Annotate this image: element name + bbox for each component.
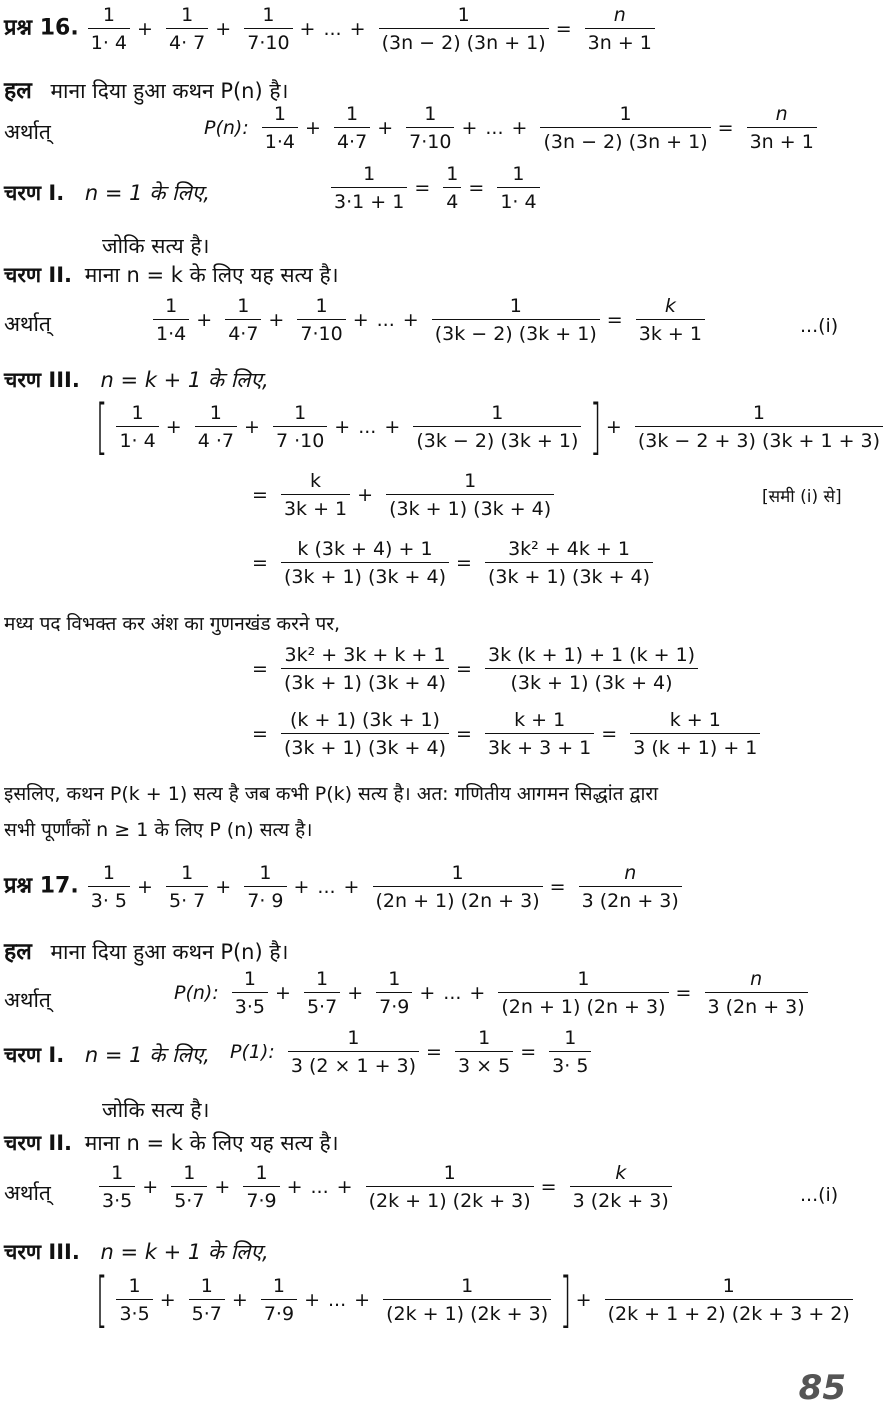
fraction: $\frac{1}{1\cdot 4}$ — [153, 295, 189, 345]
q16-step3-equation: [ $\frac{1}{1\cdot 4}$ + $\frac{1}{4 \cdot 7}$ + $\frac{1}{7 \cdot 10}$ + ... + $\frac{1}{(3k - 2) (3k + 1)}$ ] + $\frac{1}{(3k - 2 + 3) (3k + 1 + 3)}$ — [96, 397, 886, 457]
fraction: $\frac{n}{3 (2n + 3)}$ — [705, 968, 808, 1018]
q17-step3: चरण III. n = k + 1 के लिए, — [4, 1240, 269, 1264]
fraction: $\frac{1}{3\cdot 1 + 1}$ — [331, 163, 407, 213]
fraction: $\frac{1}{7\cdot 9}$ — [243, 1162, 279, 1212]
q16-step3: चरण III. n = k + 1 के लिए, — [4, 368, 269, 392]
q16-arthat-label: अर्थात् — [4, 120, 51, 144]
q16-pn-equation: P(n): $\frac{1}{1\cdot 4}$ + $\frac{1}{4\cdot 7}$ + $\frac{1}{7\cdot 10}$ + ... + $\frac{1}{(3n - 2) (3n + 1)}$ = $\frac{n}{3n + 1}$ — [200, 103, 820, 153]
q17-title: प्रश्न 17. — [4, 873, 79, 899]
q17-step1: चरण I. n = 1 के लिए, — [4, 1043, 210, 1067]
fraction: $\frac{1}{3 \times 5}$ — [455, 1027, 513, 1077]
fraction: $\frac{1}{(2k + 1) (2k + 3)}$ — [366, 1162, 534, 1212]
fraction: $\frac{1}{4\cdot 7}$ — [225, 295, 261, 345]
q17-hal-line: हल माना दिया हुआ कथन P(n) है। — [4, 939, 289, 965]
fraction: $\frac{k (3k + 4) + 1}{(3k + 1) (3k + 4)}$ — [281, 538, 449, 588]
q16-result-1: = $\frac{k}{3k + 1}$ + $\frac{1}{(3k + 1) (3k + 4)}$ — [248, 470, 557, 520]
fraction: $\frac{k + 1}{3k + 3 + 1}$ — [485, 709, 594, 759]
fraction: $\frac{1}{(2n + 1) (2n + 3)}$ — [498, 968, 668, 1018]
q17-arthat-label-2: अर्थात् — [4, 1181, 51, 1205]
q17-step1-equation: P(1): $\frac{1}{3 (2 \times 1 + 3)}$ = $\frac{1}{3 \times 5}$ = $\frac{1}{3\cdot 5}$ — [226, 1027, 594, 1077]
equation-ref: ...(i) — [800, 1184, 839, 1206]
q17-pn-equation: P(n): $\frac{1}{3\cdot 5}$ + $\frac{1}{5\cdot 7}$ + $\frac{1}{7\cdot 9}$ + ... + $\frac{1}{(2n + 1) (2n + 3)}$ = $\frac{n}{3 (2n + 3)}$ — [170, 968, 811, 1018]
fraction: $\frac{1}{7\cdot 10}$ — [244, 4, 292, 54]
fraction: $\frac{n}{3 (2n + 3)}$ — [579, 862, 682, 912]
fraction: $\frac{1}{(3n - 2) (3n + 1)}$ — [540, 103, 710, 153]
q17-arthat-label: अर्थात् — [4, 988, 51, 1012]
fraction: $\frac{1}{3\cdot 5}$ — [549, 1027, 591, 1077]
fraction: $\frac{1}{5\cdot 7}$ — [171, 1162, 207, 1212]
q16-step2-equation: $\frac{1}{1\cdot 4}$ + $\frac{1}{4\cdot 7}$ + $\frac{1}{7\cdot 10}$ + ... + $\frac{1}{(3k - 2) (3k + 1)}$ = $\frac{k}{3k + 1}$ — [150, 295, 708, 345]
q16-title: प्रश्न 16. — [4, 15, 79, 41]
fraction: $\frac{1}{7 \cdot 10}$ — [273, 402, 327, 452]
q16-step2: चरण II. माना n = k के लिए यह सत्य है। — [4, 263, 339, 287]
fraction: $\frac{1}{3\cdot 5}$ — [232, 968, 268, 1018]
fraction: $\frac{1}{4\cdot 7}$ — [166, 4, 208, 54]
fraction: $\frac{(k + 1) (3k + 1)}{(3k + 1) (3k + 4)}$ — [281, 709, 449, 759]
q16-true-text: जोकि सत्य है। — [102, 234, 210, 258]
q16-result-2: = $\frac{k (3k + 4) + 1}{(3k + 1) (3k + 4)}$ = $\frac{\text{3k² + 4k + 1}}{(3k + 1) (3k + 4)}$ — [248, 538, 656, 588]
fraction: $\frac{1}{(2n + 1) (2n + 3)}$ — [373, 862, 543, 912]
fraction: $\frac{\text{3k² + 3k + k + 1}}{(3k + 1) (3k + 4)}$ — [281, 644, 449, 694]
q16-result-3: = $\frac{\text{3k² + 3k + k + 1}}{(3k + 1) (3k + 4)}$ = $\frac{3k (k + 1) + 1 (k + 1)}{(3k + 1) (3k + 4)}$ — [248, 644, 701, 694]
from-eq-i-note: [समी (i) से] — [762, 487, 842, 507]
fraction: $\frac{1}{7\cdot 9}$ — [376, 968, 412, 1018]
fraction: $\frac{1}{(3k - 2) (3k + 1)}$ — [432, 295, 600, 345]
fraction: $\frac{1}{(2k + 1) (2k + 3)}$ — [383, 1275, 551, 1325]
q16-result-4: = $\frac{(k + 1) (3k + 1)}{(3k + 1) (3k + 4)}$ = $\frac{k + 1}{3k + 3 + 1}$ = $\frac{k + 1}{3 (k + 1) + 1}$ — [248, 709, 763, 759]
q16-step1: चरण I. n = 1 के लिए, — [4, 181, 210, 205]
q16-step1-equation: $\frac{1}{3\cdot 1 + 1}$ = $\frac{1}{4}$ = $\frac{1}{1\cdot 4}$ — [328, 163, 543, 213]
fraction: $\frac{k}{3k + 1}$ — [281, 470, 350, 520]
fraction: $\frac{1}{5\cdot 7}$ — [189, 1275, 225, 1325]
fraction: $\frac{\text{3k² + 4k + 1}}{(3k + 1) (3k + 4)}$ — [485, 538, 653, 588]
page-number: 85 — [798, 1368, 846, 1408]
q16-conclusion-1: इसलिए, कथन P(k + 1) सत्य है जब कभी P(k) सत्य है। अत: गणितीय आगमन सिद्धांत द्वारा — [4, 783, 659, 805]
fraction: $\frac{1}{(3k - 2) (3k + 1)}$ — [413, 402, 581, 452]
fraction: $\frac{1}{(3n - 2) (3n + 1)}$ — [379, 4, 549, 54]
fraction: $\frac{1}{7\cdot 10}$ — [297, 295, 345, 345]
fraction: $\frac{1}{3 (2 \times 1 + 3)}$ — [288, 1027, 419, 1077]
q17-true-text: जोकि सत्य है। — [102, 1098, 210, 1122]
fraction: $\frac{1}{1\cdot 4}$ — [262, 103, 298, 153]
q16-factor-text: मध्य पद विभक्त कर अंश का गुणनखंड करने पर, — [4, 613, 341, 635]
fraction: $\frac{1}{3\cdot 5}$ — [88, 862, 130, 912]
fraction: $\frac{1}{5\cdot 7}$ — [304, 968, 340, 1018]
equation-ref: ...(i) — [800, 315, 839, 337]
q17-step2-equation: $\frac{1}{3\cdot 5}$ + $\frac{1}{5\cdot 7}$ + $\frac{1}{7\cdot 9}$ + ... + $\frac{1}{(2k + 1) (2k + 3)}$ = $\frac{k}{3 (2k + 3)}$ — [96, 1162, 675, 1212]
q16-conclusion-2: सभी पूर्णांकों n ≥ 1 के लिए P (n) सत्य है। — [4, 819, 313, 841]
q17-step2: चरण II. माना n = k के लिए यह सत्य है। — [4, 1131, 339, 1155]
fraction: $\frac{n}{3n + 1}$ — [747, 103, 817, 153]
fraction: $\frac{1}{(3k + 1) (3k + 4)}$ — [386, 470, 554, 520]
fraction: $\frac{1}{1\cdot 4}$ — [88, 4, 130, 54]
fraction: $\frac{1}{3\cdot 5}$ — [99, 1162, 135, 1212]
fraction: $\frac{1}{1\cdot 4}$ — [497, 163, 539, 213]
fraction: $\frac{1}{(3k - 2 + 3) (3k + 1 + 3)}$ — [635, 402, 883, 452]
fraction: $\frac{k}{3 (2k + 3)}$ — [570, 1162, 672, 1212]
fraction: $\frac{3k (k + 1) + 1 (k + 1)}{(3k + 1) (3k + 4)}$ — [485, 644, 698, 694]
fraction: $\frac{1}{(2k + 1 + 2) (2k + 3 + 2)}$ — [605, 1275, 853, 1325]
q17-statement: प्रश्न 17. $\frac{1}{3\cdot 5}$ + $\frac{1}{5\cdot 7}$ + $\frac{1}{7\cdot 9}$ + ... + $\frac{1}{(2n + 1) (2n + 3)}$ = $\frac{n}{3 (2n + 3)}$ — [4, 862, 685, 912]
q16-hal-line: हल माना दिया हुआ कथन P(n) है। — [4, 78, 289, 104]
fraction: $\frac{1}{4\cdot 7}$ — [334, 103, 370, 153]
fraction: $\frac{1}{1\cdot 4}$ — [116, 402, 158, 452]
fraction: $\frac{1}{3\cdot 5}$ — [116, 1275, 152, 1325]
fraction: $\frac{k + 1}{3 (k + 1) + 1}$ — [630, 709, 760, 759]
fraction: $\frac{k}{3k + 1}$ — [636, 295, 705, 345]
q16-statement: प्रश्न 16. $\frac{1}{1\cdot 4}$ + $\frac{1}{4\cdot 7}$ + $\frac{1}{7\cdot 10}$ + ... + $\frac{1}{(3n - 2) (3n + 1)}$ = $\frac{n}{3n + 1}$ — [4, 4, 658, 54]
fraction: $\frac{n}{3n + 1}$ — [585, 4, 655, 54]
q16-arthat-label-2: अर्थात् — [4, 312, 51, 336]
fraction: $\frac{1}{4 \cdot 7}$ — [195, 402, 237, 452]
q17-step3-equation: [ $\frac{1}{3\cdot 5}$ + $\frac{1}{5\cdot 7}$ + $\frac{1}{7\cdot 9}$ + ... + $\frac{1}{(2k + 1) (2k + 3)}$ ] + $\frac{1}{(2k + 1 + 2) (2k + 3 + 2)}$ — [96, 1270, 856, 1330]
fraction: $\frac{1}{7\cdot 10}$ — [406, 103, 454, 153]
fraction: $\frac{1}{7\cdot 9}$ — [261, 1275, 297, 1325]
fraction: $\frac{1}{7\cdot 9}$ — [244, 862, 286, 912]
fraction: $\frac{1}{4}$ — [443, 163, 461, 213]
fraction: $\frac{1}{5\cdot 7}$ — [166, 862, 208, 912]
